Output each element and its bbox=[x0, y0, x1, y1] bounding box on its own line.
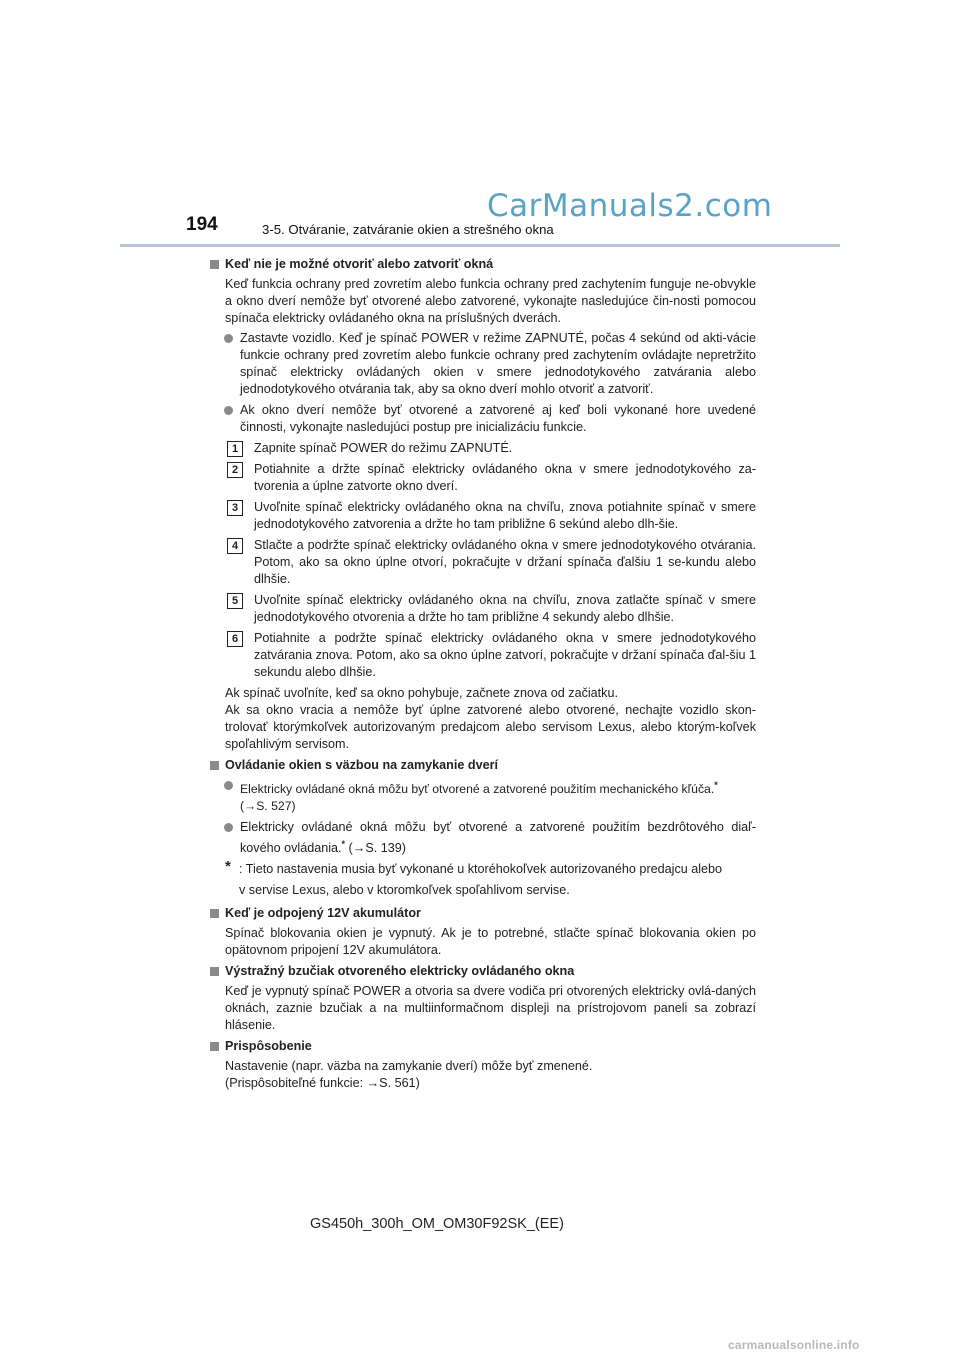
footnote-line: : Tieto nastavenia musia byť vykonané u ktoréhokoľvek autorizovaného predajcu alebo bbox=[239, 862, 723, 877]
heading-text: Keď je odpojený 12V akumulátor bbox=[225, 906, 421, 921]
section-title: 3-5. Otváranie, zatváranie okien a strešného okna bbox=[262, 222, 554, 237]
paragraph: (Prispôsobiteľné funkcie: →S. 561) bbox=[225, 1076, 420, 1091]
heading-text: Prispôsobenie bbox=[225, 1039, 312, 1054]
closing-line: Ak spínač uvoľníte, keď sa okno pohybuje, začnete znova od začiatku. bbox=[225, 686, 618, 700]
heading-text: Výstražný bzučiak otvoreného elektricky ovládaného okna bbox=[225, 964, 575, 979]
closing-paragraph: Ak sa okno vracia a nemôže byť úplne zatvorené alebo otvorené, nechajte vozidlo skon-trolovať ktorýmkoľvek autorizovaným predajcom alebo servisom Lexus, alebo ktorým-koľvek spoľahlivým servisom. bbox=[225, 703, 756, 751]
square-bullet-icon bbox=[210, 909, 219, 918]
step-text: Stlačte a podržte spínač elektricky ovládaného okna v smere jednodotykového otvárania. Potom, ako sa okno úplne otvorí, pokračujte v držaní spínača ďalšiu 1 se-kundu alebo dlhšie. bbox=[254, 538, 756, 586]
heading-text: Keď nie je možné otvoriť alebo zatvoriť okná bbox=[225, 257, 494, 271]
intro-paragraph: Keď funkcia ochrany pred zovretím alebo funkcia ochrany pred zachytením funguje ne-obvykle a okno dverí nemôže byť otvorené alebo zatvorené, vykonajte nasledujúce čin-nosti pomocou spínača elektricky ovládaného okna na príslušných dverách. bbox=[225, 277, 756, 325]
square-bullet-icon bbox=[210, 1042, 219, 1051]
step-item bbox=[231, 630, 756, 681]
step-text: Uvoľnite spínač elektricky ovládaného okna na chvíľu, znova potiahnite spínač v smere jednodotykového zatvorenia a držte ho tam približne 6 sekúnd alebo dlh-šie. bbox=[254, 500, 756, 531]
step-text: Zapnite spínač POWER do režimu ZAPNUTÉ. bbox=[254, 441, 513, 455]
heading-window-lock-link bbox=[208, 757, 756, 774]
step-text: Potiahnite a podržte spínač elektricky ovládaného okna v smere jednodotykového zatvárania znova. Potom, ako sa okno úplne zatvorí, pokračujte v držaní spínača ďal-šiu 1 sekundu alebo dlhšie. bbox=[254, 631, 756, 679]
bullet-item bbox=[240, 819, 756, 857]
bullet-item bbox=[240, 330, 756, 398]
circle-bullet-icon bbox=[224, 781, 233, 790]
paragraph: Keď je vypnutý spínač POWER a otvoria sa dvere vodiča pri otvorených elektricky ovlá-daných oknách, zaznie bzučiak a na multiinformačnom displeji na prístrojovom paneli sa zobrazí hlásenie. bbox=[225, 984, 756, 1033]
watermark-bottom: carmanualsonline.info bbox=[728, 1338, 860, 1352]
footnote-line: v servise Lexus, alebo v ktoromkoľvek spoľahlivom servise. bbox=[239, 883, 570, 898]
step-item bbox=[231, 499, 756, 533]
page-content bbox=[208, 252, 756, 1095]
bullet-text: Zastavte vozidlo. Keď je spínač POWER v režime ZAPNUTÉ, počas 4 sekúnd od akti-vácie funkcie ochrany pred zovretím alebo funkcie ochrany pred zachytením ovládajte nepretržito spínač elektricky ovládaných okien v smere jednodotykového zatvárania alebo jednodotykového otvárania tak, aby sa okno dverí mohlo otvoriť a zatvoriť. bbox=[240, 331, 756, 396]
bullet-item bbox=[240, 777, 756, 815]
step-number-box: 6 bbox=[227, 631, 243, 647]
circle-bullet-icon bbox=[224, 334, 233, 343]
step-number-box: 1 bbox=[227, 441, 243, 457]
asterisk-mark: * bbox=[341, 839, 346, 850]
step-item bbox=[231, 461, 756, 495]
header-rule bbox=[120, 244, 840, 247]
step-text: Uvoľnite spínač elektricky ovládaného okna na chvíľu, znova zatlačte spínač v smere jednodotykového otvorenia a držte ho tam približne 4 sekundy alebo dlhšie. bbox=[254, 593, 756, 624]
bullet-text: Elektricky ovládané okná môžu byť otvorené a zatvorené použitím mechanického kľúča. bbox=[240, 782, 715, 797]
step-number-box: 5 bbox=[227, 593, 243, 609]
step-number-box: 4 bbox=[227, 538, 243, 554]
page-reference-link[interactable]: (→S. 527) bbox=[240, 799, 296, 814]
asterisk-mark: * bbox=[714, 780, 718, 790]
step-item bbox=[231, 537, 756, 588]
watermark-top: CarManuals2.com bbox=[487, 188, 773, 224]
bullet-text: Elektricky ovládané okná môžu byť otvorené a zatvorené použitím bezdrôtového diaľ-kového ovládania. bbox=[240, 820, 756, 856]
bullet-text: Ak okno dverí nemôže byť otvorené a zatvorené aj keď boli vykonané hore uvedené činnosti, vykonajte nasledujúci postup pre inicializáciu funkcie. bbox=[240, 403, 756, 434]
heading-windows-cannot-open bbox=[208, 256, 756, 273]
step-number-box: 3 bbox=[227, 500, 243, 516]
heading-text: Ovládanie okien s väzbou na zamykanie dverí bbox=[225, 758, 498, 772]
step-item bbox=[231, 440, 756, 457]
paragraph: Spínač blokovania okien je vypnutý. Ak je to potrebné, stlačte spínač blokovania okien po opätovnom pripojení 12V akumulátora. bbox=[225, 926, 756, 958]
square-bullet-icon bbox=[210, 260, 219, 269]
circle-bullet-icon bbox=[224, 406, 233, 415]
square-bullet-icon bbox=[210, 761, 219, 770]
asterisk-mark: * bbox=[225, 858, 231, 876]
page-reference-link[interactable]: (→S. 139) bbox=[348, 841, 406, 856]
step-text: Potiahnite a držte spínač elektricky ovládaného okna v smere jednodotykového za-tvorenia a úplne zatvorte okno dverí. bbox=[254, 462, 756, 493]
step-number-box: 2 bbox=[227, 462, 243, 478]
bullet-item bbox=[240, 402, 756, 436]
heading-customization bbox=[208, 1038, 756, 1055]
footnote bbox=[225, 858, 756, 899]
circle-bullet-icon bbox=[224, 823, 233, 832]
paragraph: Nastavenie (napr. väzba na zamykanie dverí) môže byť zmenené. bbox=[225, 1059, 593, 1074]
page-number: 194 bbox=[186, 214, 218, 235]
step-item bbox=[231, 592, 756, 626]
square-bullet-icon bbox=[210, 967, 219, 976]
footer-doc-code: GS450h_300h_OM_OM30F92SK_(EE) bbox=[310, 1216, 564, 1232]
heading-warning-buzzer bbox=[208, 963, 756, 980]
heading-12v-disconnected bbox=[208, 905, 756, 922]
